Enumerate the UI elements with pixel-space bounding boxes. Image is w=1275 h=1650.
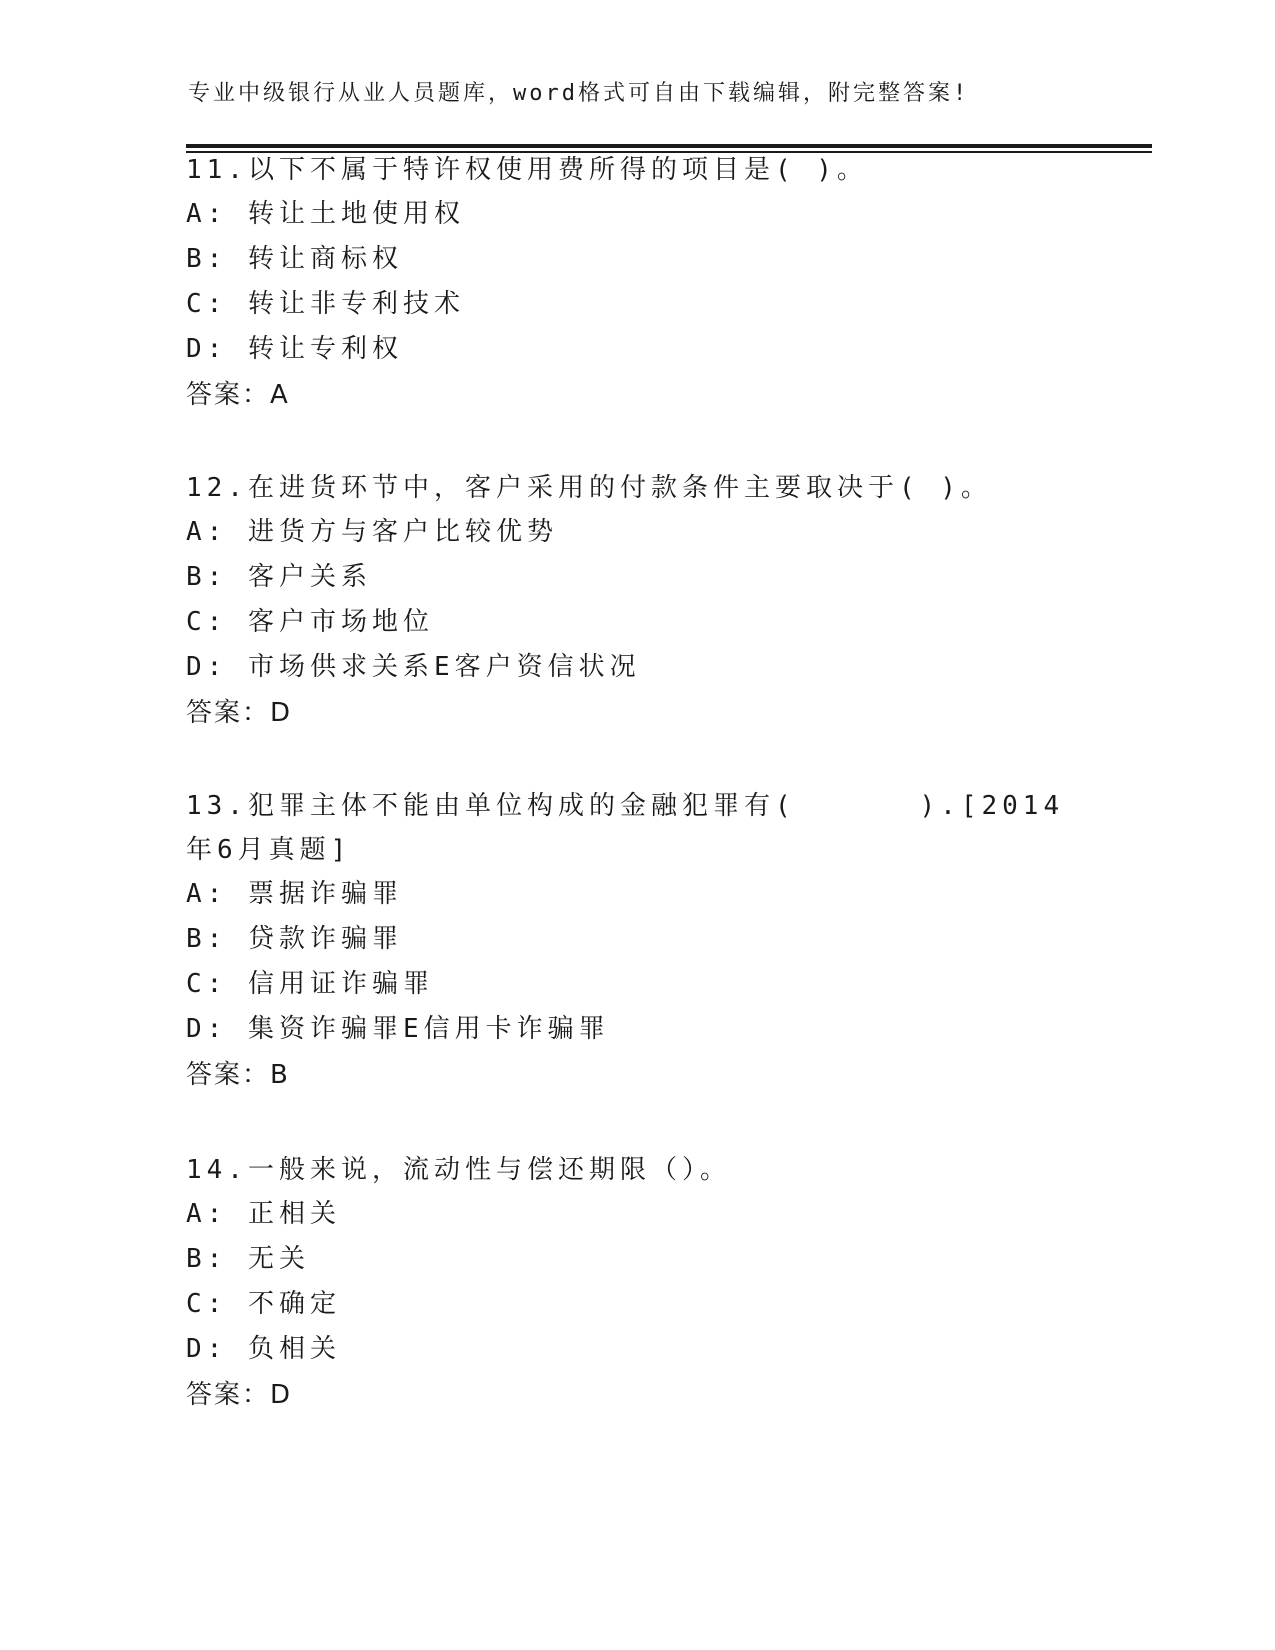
option-b: B: 无关 [186, 1244, 310, 1274]
option-c: C: 信用证诈骗罪 [186, 969, 434, 999]
option-d: D: 市场供求关系E客户资信状况 [186, 652, 641, 682]
option-b: B: 贷款诈骗罪 [186, 924, 403, 954]
option-c: C: 客户市场地位 [186, 607, 434, 637]
question-12 [186, 466, 1086, 736]
option-a: A: 转让土地使用权 [186, 199, 465, 229]
answer: 答案：D [186, 698, 293, 728]
question-stem: 12.在进货环节中，客户采用的付款条件主要取决于( )。 [186, 473, 992, 503]
page-header: 专业中级银行从业人员题库，word格式可自由下载编辑，附完整答案! [188, 81, 970, 106]
answer: 答案：A [186, 380, 290, 410]
question-stem: 11.以下不属于特许权使用费所得的项目是( )。 [186, 155, 868, 185]
option-d: D: 转让专利权 [186, 334, 403, 364]
option-b: B: 转让商标权 [186, 244, 403, 274]
answer: 答案：B [186, 1060, 290, 1090]
question-stem: 14.一般来说，流动性与偿还期限（）。 [186, 1155, 731, 1185]
option-a: A: 进货方与客户比较优势 [186, 517, 558, 547]
option-d: D: 负相关 [186, 1334, 341, 1364]
question-11 [186, 148, 1086, 418]
option-a: A: 正相关 [186, 1199, 341, 1229]
option-a: A: 票据诈骗罪 [186, 879, 403, 909]
option-c: C: 转让非专利技术 [186, 289, 465, 319]
answer: 答案：D [186, 1380, 293, 1410]
option-b: B: 客户关系 [186, 562, 372, 592]
question-stem: 13.犯罪主体不能由单位构成的金融犯罪有( ).[2014年6月真题] [186, 791, 1065, 865]
question-13 [186, 784, 1086, 1098]
question-14 [186, 1148, 1086, 1418]
option-d: D: 集资诈骗罪E信用卡诈骗罪 [186, 1014, 610, 1044]
option-c: C: 不确定 [186, 1289, 341, 1319]
